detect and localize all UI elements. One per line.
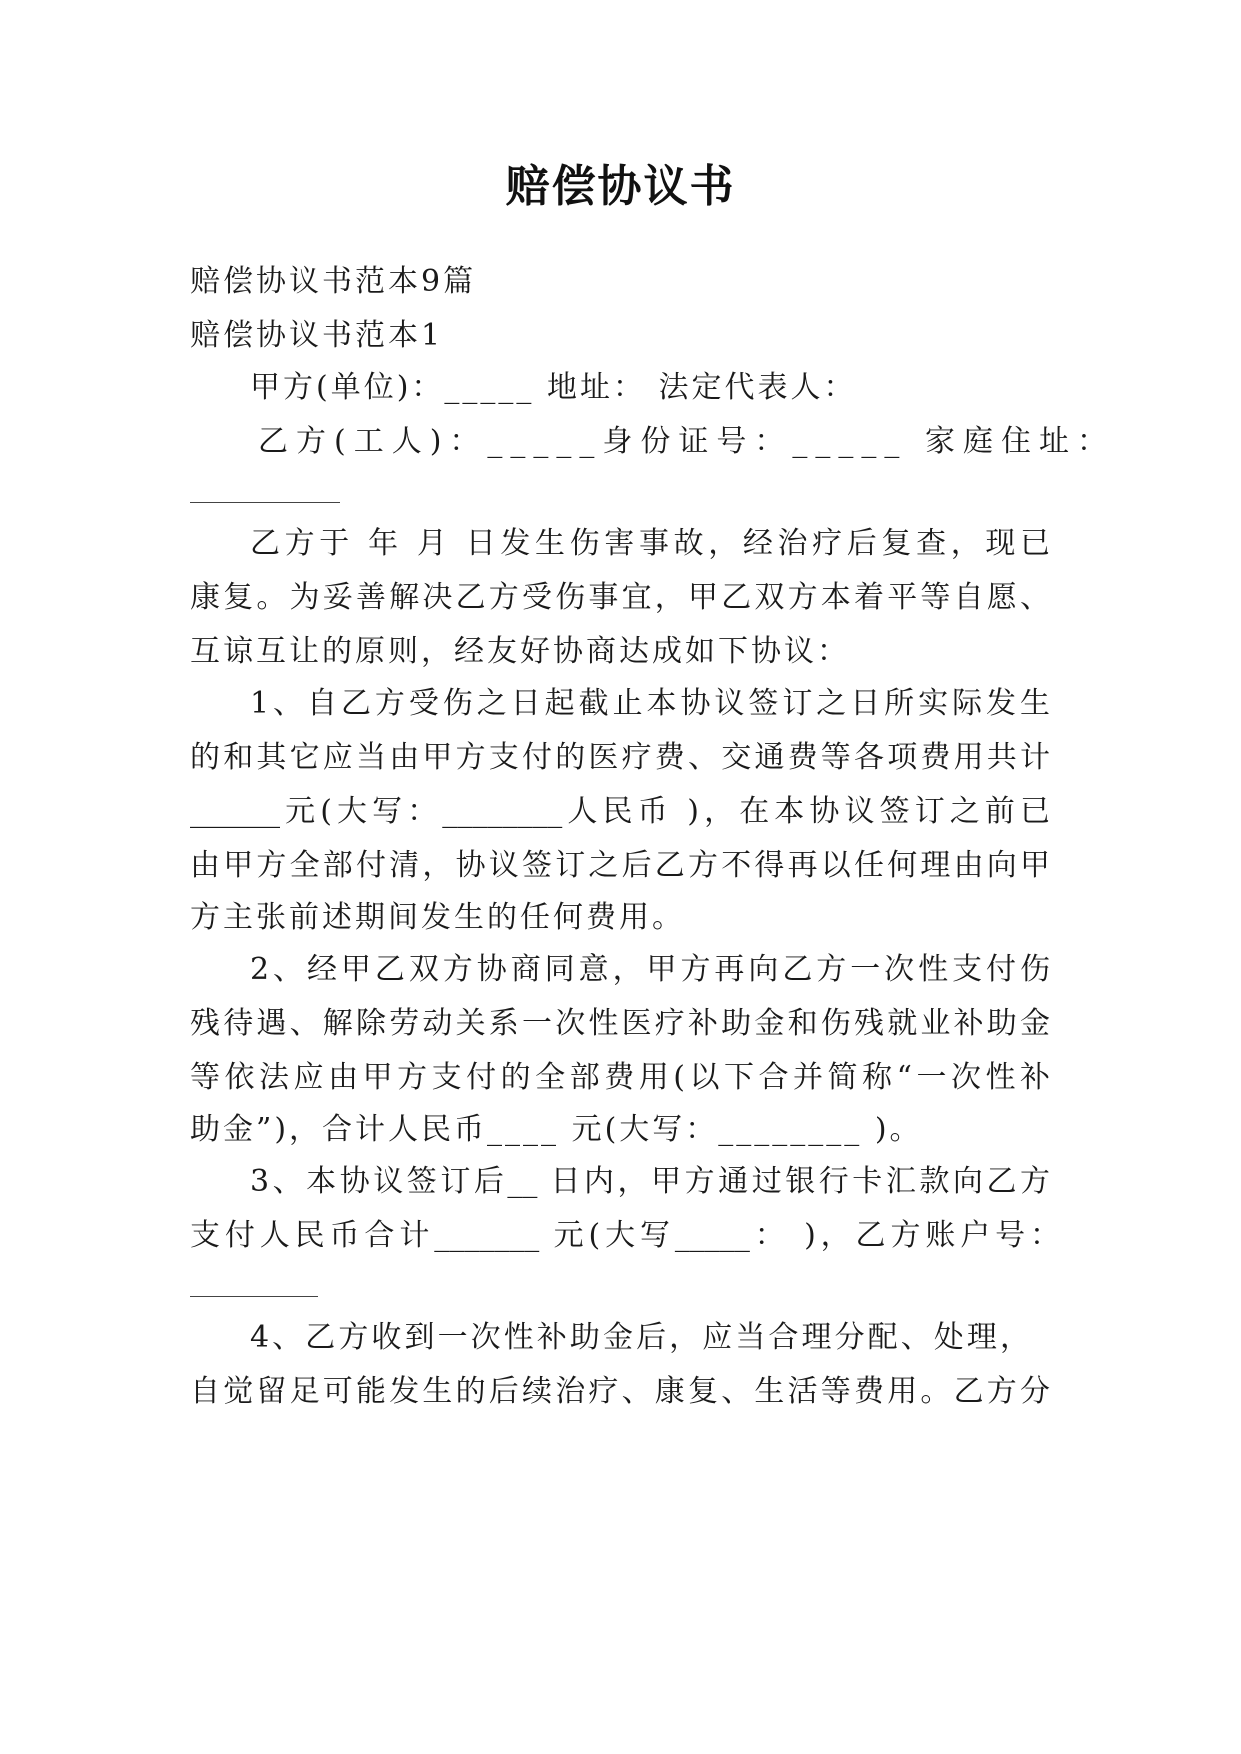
- document-title: 赔偿协议书: [505, 161, 736, 212]
- account-blank-line: [190, 1296, 318, 1297]
- paragraph-line: 互谅互让的原则，经友好协商达成如下协议：: [190, 634, 850, 669]
- paragraph-line: 乙方于 年 月 日发生伤害事故，经治疗后复查，现已: [250, 526, 1050, 561]
- subtitle-sample: 赔偿协议书范本1: [190, 318, 444, 353]
- clause-3-line: 支付人民币合计_______ 元(大写_____： )，乙方账户号：: [190, 1218, 1060, 1253]
- party-b-line: 乙方(工人)：_____身份证号：_____ 家庭住址：: [258, 424, 1115, 459]
- clause-2-line: 等依法应由甲方支付的全部费用(以下合并简称“一次性补: [190, 1060, 1050, 1095]
- clause-2-line: 2、经甲乙双方协商同意，甲方再向乙方一次性支付伤: [250, 952, 1050, 987]
- party-a-line: 甲方(单位)：_____ 地址： 法定代表人：: [250, 370, 857, 405]
- paragraph-line: 康复。为妥善解决乙方受伤事宜，甲乙双方本着平等自愿、: [190, 580, 1050, 615]
- clause-1-line: 1、自乙方受伤之日起截止本协议签订之日所实际发生: [250, 686, 1050, 721]
- clause-1-line: 的和其它应当由甲方支付的医疗费、交通费等各项费用共计: [190, 740, 1050, 775]
- clause-2-line: 助金”)，合计人民币____ 元(大写：________ )。: [190, 1112, 923, 1147]
- clause-4-line: 4、乙方收到一次性补助金后，应当合理分配、处理，: [250, 1320, 1030, 1355]
- clause-1-line: 由甲方全部付清，协议签订之后乙方不得再以任何理由向甲: [190, 848, 1050, 883]
- clause-2-line: 残待遇、解除劳动关系一次性医疗补助金和伤残就业补助金: [190, 1006, 1050, 1041]
- clause-1-line: ______元(大写：________人民币 )，在本协议签订之前已: [190, 794, 1050, 829]
- clause-1-line: 方主张前述期间发生的任何费用。: [190, 900, 685, 935]
- clause-3-line: 3、本协议签订后__ 日内，甲方通过银行卡汇款向乙方: [250, 1164, 1050, 1199]
- clause-4-line: 自觉留足可能发生的后续治疗、康复、生活等费用。乙方分: [190, 1374, 1050, 1409]
- address-blank-line: [190, 502, 340, 503]
- subtitle-collection: 赔偿协议书范本9篇: [190, 264, 477, 299]
